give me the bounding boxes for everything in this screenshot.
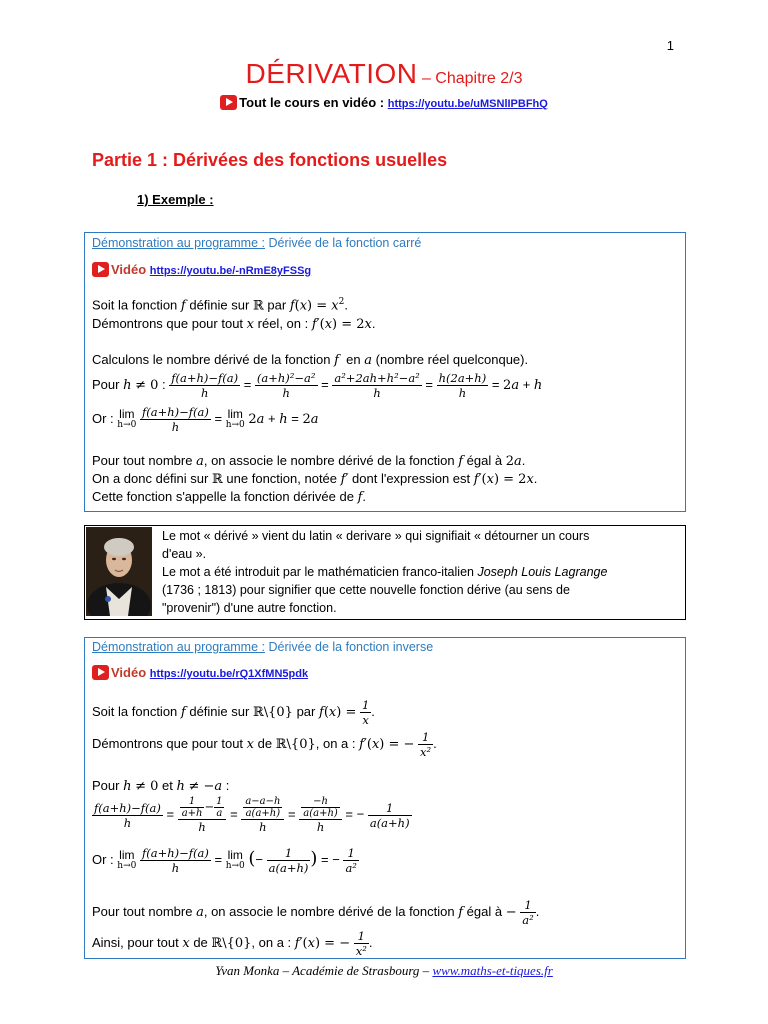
page-title [0,58,768,90]
video-label: Vidéo [111,262,147,277]
text-line: Pour tout nombre a, on associe le nombre dérivé de la fonction f égal à − $\frac{1}{\text{a²}}$ . [92,898,540,927]
title-chapter: – Chapitre 2/3 [421,70,523,87]
footer-text: Yvan Monka – Académie de Strasbourg – [215,963,430,978]
lagrange-portrait [86,527,152,616]
lagrange-note-text [162,527,682,617]
footer [0,963,768,979]
text-line: Pour tout nombre a, on associe le nombre dérivé de la fonction f égal à 2a. [92,453,526,469]
text-line: Cette fonction s'appelle la fonction dérivée de f. [92,489,366,505]
text-line: Démontrons que pour tout x de ℝ\{0}, on a : f′(x) = − $\frac{1}{\text{x²}}$ . [92,730,437,759]
youtube-play-icon[interactable] [220,95,237,110]
note-line: Le mot a été introduit par le mathématicien franco-italien Joseph Louis Lagrange [162,565,608,579]
note-line: d'eau ». [162,547,207,561]
limit-line: Or : lim h→0 $\frac{f(a+h)-f(a)}{h}$ = lim h→0 (− $\frac{1}{a(a+h)}$ ) = − $\frac{1}{\text{a²}}$ [92,846,357,875]
youtube-play-icon[interactable] [92,665,109,680]
video-label: Vidéo [111,665,147,680]
demo-heading-square [92,236,421,250]
text-line: On a donc défini sur ℝ une fonction, notée f′ dont l'expression est f′(x) = 2x. [92,471,538,487]
lagrange-name: Joseph Louis Lagrange [477,565,608,579]
demo-title: Dérivée de la fonction carré [268,236,422,250]
note-line: Le mot « dérivé » vient du latin « derivare » qui signifiait « détourner un cours [162,529,590,543]
difference-quotient: $\frac{f(a+h)-f(a)}{h}$ = $\frac{1}{a+h}$ − $\frac{1}{a}$ h = $\frac{\frac{a-a-h}{a(a+h)}}{h}$ = $\frac{\frac{-h}{a(a+h)}}{h}$ = − $\frac{1}{a(a+h)}$ [94,796,410,834]
page-number: 1 [666,38,674,53]
video-row-inverse [92,665,308,680]
text-line: Ainsi, pour tout x de ℝ\{0}, on a : f′(x) = − $\frac{1}{\text{x²}}$ . [92,929,373,958]
example-heading [137,192,214,207]
course-video-label: Tout le cours en vidéo : [239,95,385,110]
text-line: Calculons le nombre dérivé de la fonction f en a (nombre réel quelconque). [92,352,529,368]
title-main: DÉRIVATION [245,58,418,89]
part-title: Partie 1 : Dérivées des fonctions usuelles [92,150,448,170]
text-line: Soit la fonction f définie sur ℝ\{0} par f(x) = $\frac{1}{x}$ . [92,698,375,727]
text-line: Pour h ≠ 0 et h ≠ −a : [92,778,230,794]
footer-link[interactable]: www.maths-et-tiques.fr [432,963,553,978]
note-line: (1736 ; 1813) pour signifier que cette nouvelle fonction dérive (au sens de [162,583,570,597]
text-line: Soit la fonction f définie sur ℝ par $f(x) = x^2$. [92,297,348,314]
demo-heading-inverse [92,640,433,654]
example-label: 1) Exemple : [137,192,214,207]
demo-prefix: Démonstration au programme : [92,236,265,250]
course-video-line [0,95,768,110]
limit-line: Or : lim h→0 $\frac{f(a+h)-f(a)}{h}$ = lim h→0 2a + h = 2a [92,405,319,434]
difference-quotient: Pour h ≠ 0 : $\frac{f(a+h)-f(a)}{h}$ = $\frac{\text{(a+h)²−a²}}{h}$ = $\frac{\text{a²+2ah+h²−a²}}{h}$ = $\frac{h(2a+h)}{h}$ = 2a + h [92,371,543,400]
text-line: Démontrons que pour tout x réel, on : f′(x) = 2x. [92,316,376,332]
demo-title: Dérivée de la fonction inverse [268,640,434,654]
note-line: "provenir") d'une autre fonction. [162,601,337,615]
course-video-link[interactable]: https://youtu.be/uMSNlIPBFhQ [387,98,548,110]
demo-prefix: Démonstration au programme : [92,640,265,654]
video-link-inverse[interactable]: https://youtu.be/rQ1XfMN5pdk [149,668,309,680]
video-link-square[interactable]: https://youtu.be/-nRmE8yFSSg [149,265,312,277]
youtube-play-icon[interactable] [92,262,109,277]
video-row-square [92,262,311,277]
